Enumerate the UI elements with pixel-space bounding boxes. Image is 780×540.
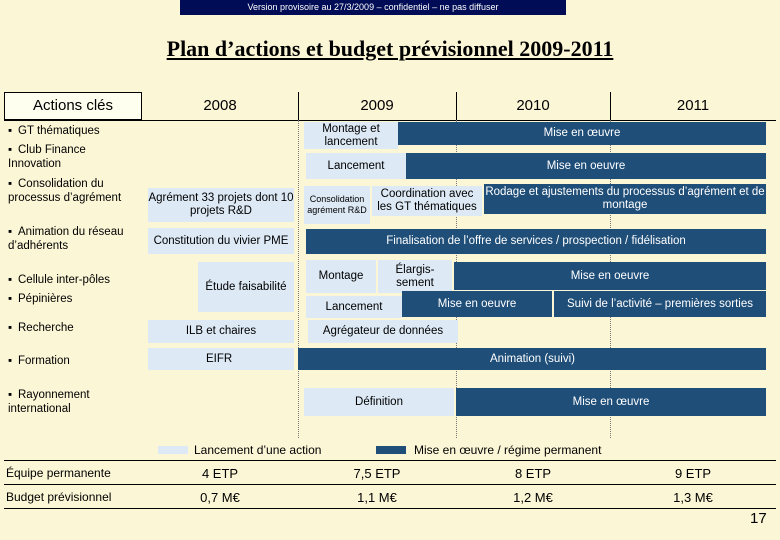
legend-swatch-dark (376, 446, 406, 454)
label-rayonnement: ▪ Rayonnement international (8, 389, 90, 415)
label-cellule: ▪ Cellule inter-pôles (8, 274, 111, 286)
bar-agrement-projets: Agrément 33 projets dont 10 projets R&D (148, 188, 294, 222)
label-pepinieres: ▪ Pépinières (8, 293, 73, 305)
confidential-banner: Version provisoire au 27/3/2009 – confidentiel – ne pas diffuser (180, 0, 566, 15)
bar-cellule-mise-en-oeuvre: Mise en oeuvre (454, 262, 766, 290)
table-border (4, 460, 776, 461)
header-2011: 2011 (676, 97, 710, 114)
row-value: 9 ETP (674, 466, 712, 481)
label-consolidation: ▪ Consolidation du processus d’agrément (8, 178, 122, 204)
bar-etude-faisabilite: Étude faisabilité (198, 262, 294, 312)
label-recherche: ▪ Recherche (8, 322, 74, 334)
table-border (4, 508, 776, 509)
header-actions: Actions clés (4, 92, 142, 120)
bar-animation-suivi: Animation (suivi) (298, 348, 766, 370)
bar-consolidation-agrement: Consolidation agrément R&D (304, 186, 370, 224)
bar-ilb-chaires: ILB et chaires (148, 320, 294, 343)
bar-pepinieres-lancement: Lancement (306, 296, 402, 318)
legend-label-light: Lancement d’une action (194, 443, 322, 457)
header-underline (4, 120, 776, 121)
bar-rodage: Rodage et ajustements du processus d’agrément et de montage (484, 184, 766, 214)
header-2008: 2008 (203, 97, 237, 114)
bar-definition: Définition (304, 388, 454, 416)
label-animation: ▪ Animation du réseau d’adhérents (8, 226, 124, 252)
header-2009: 2009 (360, 97, 394, 114)
row-value: 0,7 M€ (200, 490, 240, 505)
bar-suivi-activite: Suivi de l’activité – premières sorties (554, 291, 766, 317)
label-formation: ▪ Formation (8, 355, 70, 367)
table-border (4, 484, 776, 485)
bar-gt-mise-en-oeuvre: Mise en œuvre (398, 122, 766, 145)
header-divider (298, 92, 299, 120)
legend-label-dark: Mise en œuvre / régime permanent (414, 443, 602, 457)
page-title: Plan d’actions et budget prévisionnel 2009-2011 (166, 36, 614, 61)
bar-coordination: Coordination avec les GT thématiques (372, 186, 482, 216)
row-value: 1,3 M€ (673, 490, 713, 505)
year-gridline (298, 120, 299, 438)
bar-eifr: EIFR (148, 348, 294, 370)
label-gt: ▪ GT thématiques (8, 125, 100, 137)
row-value: 7,5 ETP (353, 466, 401, 481)
bar-montage: Montage (306, 260, 376, 293)
bar-finalisation: Finalisation de l’offre de services / prospection / fidélisation (306, 229, 766, 254)
bar-club-mise-en-oeuvre: Mise en oeuvre (406, 153, 766, 179)
row-value: 1,1 M€ (357, 490, 397, 505)
bar-rayonnement-mise-en-oeuvre: Mise en œuvre (456, 388, 766, 416)
bar-constitution-vivier: Constitution du vivier PME (148, 228, 294, 254)
row-value: 8 ETP (514, 466, 552, 481)
bar-pepinieres-mise-en-oeuvre: Mise en oeuvre (402, 291, 552, 317)
bar-montage-lancement: Montage et lancement (304, 122, 398, 149)
header-divider (610, 92, 611, 120)
legend-swatch-light (158, 446, 188, 454)
bar-agregateur: Agrégateur de données (308, 320, 458, 343)
row-value: 4 ETP (201, 466, 239, 481)
row-value: 1,2 M€ (513, 490, 553, 505)
bar-elargissement: Élargis-sement (378, 260, 452, 293)
page-number: 17 (750, 510, 767, 527)
label-club: ▪ Club Finance Innovation (8, 144, 86, 170)
header-divider (456, 92, 457, 120)
header-2010: 2010 (516, 97, 550, 114)
bar-club-lancement: Lancement (306, 153, 406, 179)
row-label-budget: Budget prévisionnel (6, 490, 112, 504)
row-label-equipe: Équipe permanente (6, 466, 111, 480)
